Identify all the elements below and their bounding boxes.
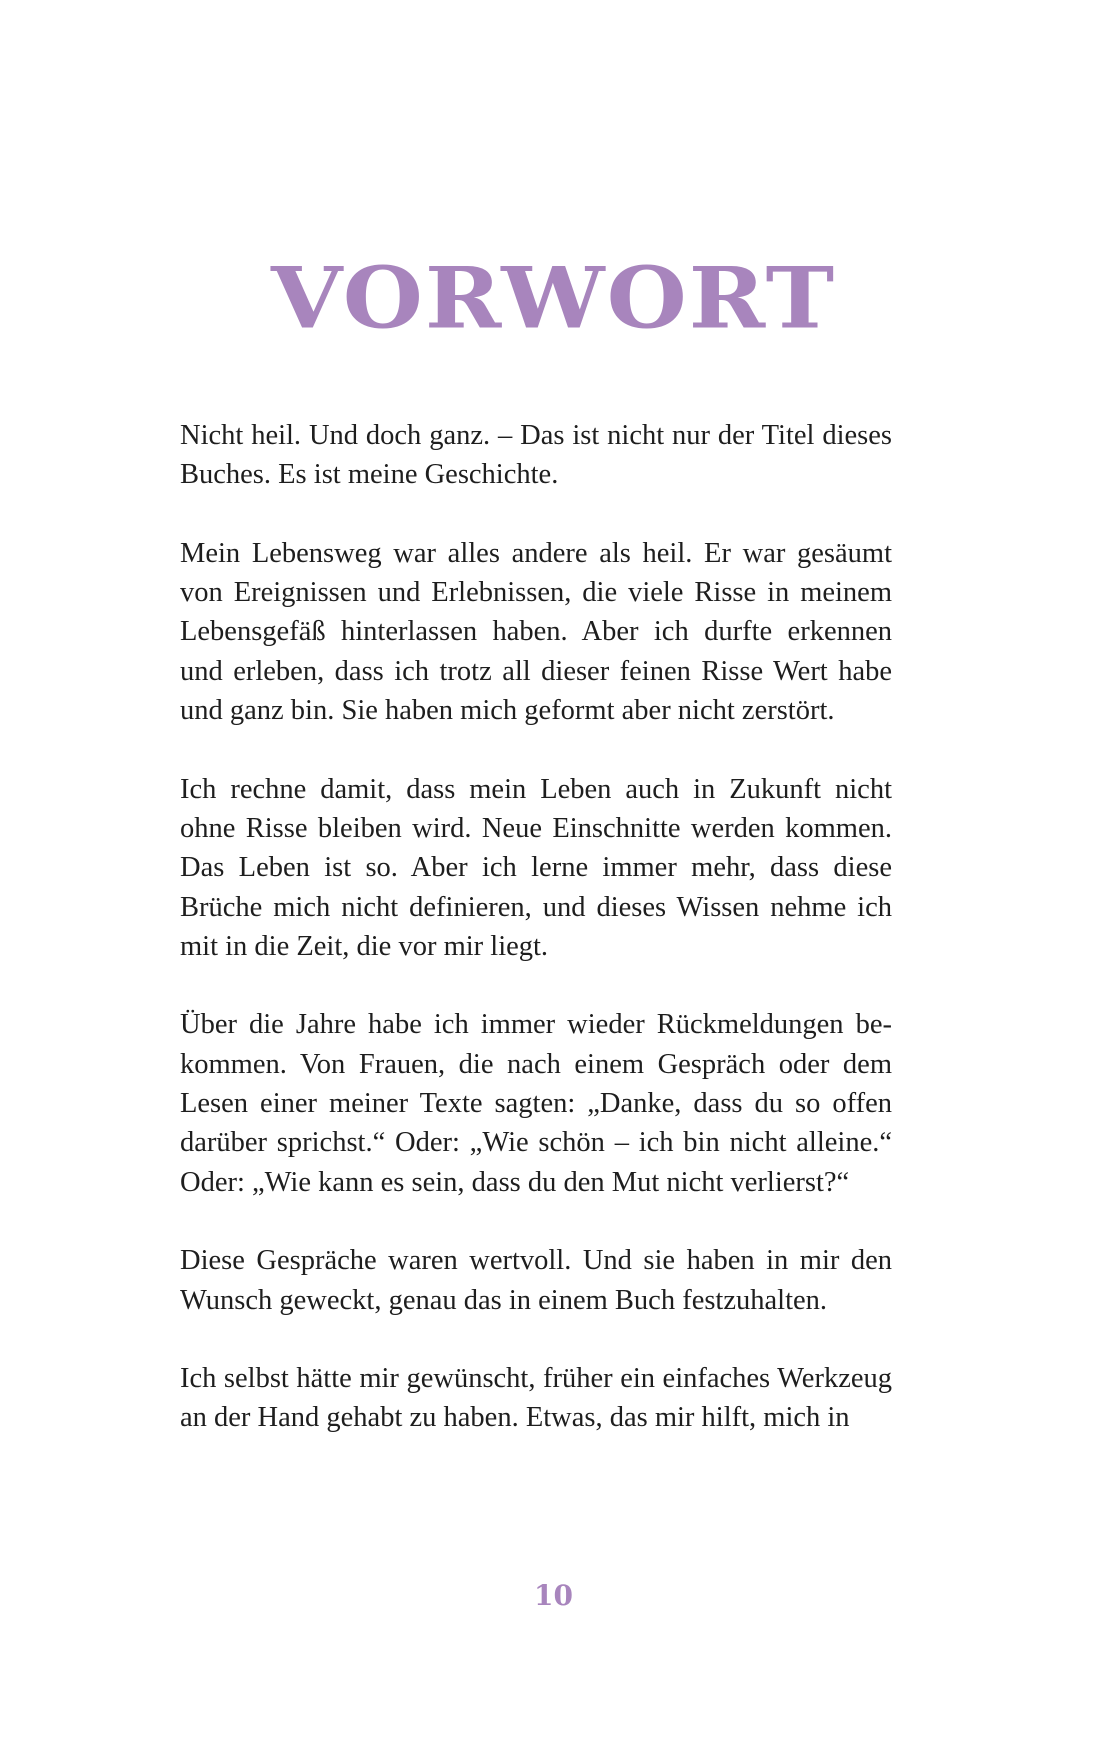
- chapter-title: VORWORT: [270, 248, 837, 348]
- paragraph-6: Ich selbst hätte mir gewünscht, früher ein einfaches Werkzeug an der Hand gehabt zu haben. Etwas, das mir hilft, mich in: [180, 1363, 892, 1434]
- paragraph-5: Diese Gespräche waren wertvoll. Und sie haben in mir den Wunsch geweckt, genau das in einem Buch festzuhalten.: [180, 1245, 892, 1316]
- body-text: [180, 416, 892, 1477]
- paragraph-3: Ich rechne damit, dass mein Leben auch in Zukunft nicht ohne Risse bleiben wird. Neue Einschnitte werden kommen. Das Leben ist so. Aber ich lerne immer mehr, dass diese Brüche mich nicht definieren, und dieses Wissen nehme ich mit in die Zeit, die vor mir liegt.: [180, 773, 892, 962]
- paragraph-1: Nicht heil. Und doch ganz. – Das ist nicht nur der Titel dieses Buches. Es ist meine Geschichte.: [180, 420, 892, 491]
- page-number: 10: [534, 1579, 573, 1612]
- paragraph-4: Über die Jahre habe ich immer wieder Rückmeldungen bekommen. Von Frauen, die nach einem Gespräch oder dem Lesen einer meiner Texte sagten: „Danke, dass du so offen darüber sprichst.“ Oder: „Wie schön – ich bin nicht alleine.“ Oder: „Wie kann es sein, dass du den Mut nicht verlierst?“: [180, 1009, 892, 1198]
- paragraph-2: Mein Lebensweg war alles andere als heil. Er war gesäumt von Ereignissen und Erlebnissen, die viele Risse in meinem Lebensgefäß hinterlassen haben. Aber ich durfte erkennen und erleben, dass ich trotz all dieser feinen Risse Wert habe und ganz bin. Sie haben mich geformt aber nicht zerstört.: [180, 537, 892, 727]
